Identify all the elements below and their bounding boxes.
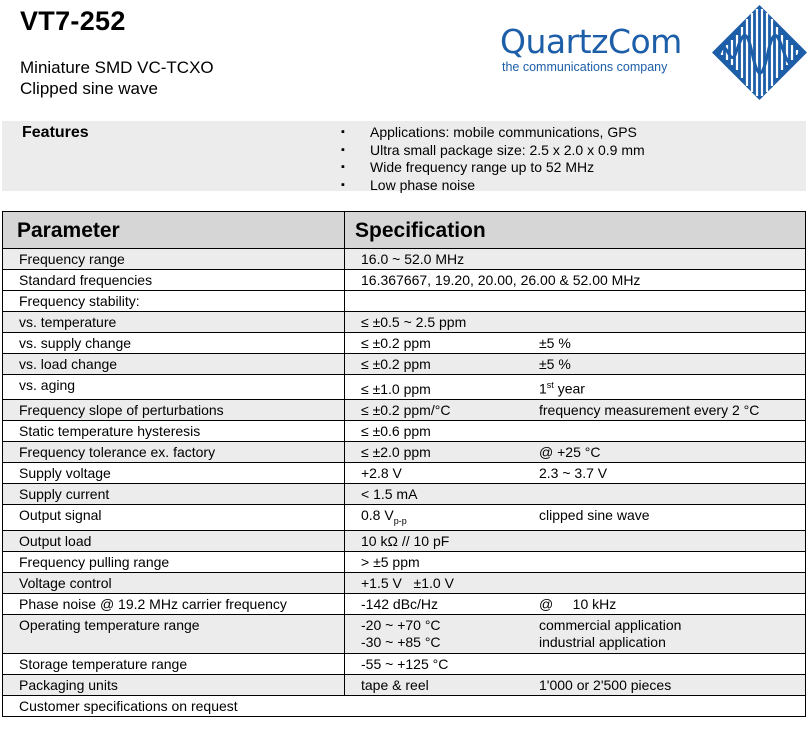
table-row: Standard frequencies 16.367667, 19.20, 20.00, 26.00 & 52.00 MHz — [3, 270, 806, 291]
table-row: Packaging units tape & reel 1'000 or 2'500 pieces — [3, 675, 806, 696]
subtitle-line-1: Miniature SMD VC-TCXO — [20, 58, 214, 77]
table-row: Storage temperature range -55 ~ +125 °C — [3, 654, 806, 675]
table-row: Supply current < 1.5 mA — [3, 483, 806, 504]
bullet-icon: ▪ — [341, 143, 345, 156]
product-title: VT7-252 — [20, 6, 126, 36]
table-row: Supply voltage +2.8 V 2.3 ~ 3.7 V — [3, 462, 806, 483]
logo-name: QuartzCom — [500, 22, 682, 61]
feature-item: ▪ Low phase noise — [341, 176, 476, 193]
table-row: Output signal 0.8 $V_{p-p}$ clipped sine wave — [3, 504, 806, 531]
table-row: Voltage control +1.5 V ±1.0 V — [3, 573, 806, 594]
table-row: vs. load change ≤ ±0.2 ppm ±5 % — [3, 354, 806, 375]
table-row: Customer specifications on request — [3, 696, 806, 717]
bullet-icon: ▪ — [341, 161, 345, 173]
specification-table — [2, 211, 806, 717]
table-row: Frequency range 16.0 ~ 52.0 MHz — [3, 249, 806, 270]
table-row: Frequency pulling range > ±5 ppm — [3, 552, 806, 573]
table-row: Frequency tolerance ex. factory ≤ ±2.0 ppm @ +25 °C — [3, 441, 806, 462]
parameter-header: Parameter — [3, 212, 345, 249]
feature-item: ▪ Applications: mobile communications, GPS — [341, 124, 637, 140]
product-subtitle — [20, 57, 214, 99]
table-header-row — [3, 212, 806, 249]
table-row: Frequency stability: — [3, 291, 806, 312]
bullet-icon: ▪ — [341, 126, 345, 138]
table-row: Frequency slope of perturbations ≤ ±0.2 ppm/°C frequency measurement every 2 °C — [3, 399, 806, 420]
bullet-icon: ▪ — [341, 178, 345, 191]
features-section — [2, 121, 806, 191]
feature-item: ▪ Ultra small package size: 2.5 x 2.0 x 0.9 mm — [341, 141, 645, 158]
table-row: vs. temperature ≤ ±0.5 ~ 2.5 ppm — [3, 312, 806, 333]
logo-waveform-icon — [712, 5, 807, 100]
specification-header: Specification — [345, 212, 806, 249]
feature-item: ▪ Wide frequency range up to 52 MHz — [341, 159, 595, 175]
features-list — [341, 124, 645, 194]
company-logo — [497, 5, 807, 100]
table-row: Operating temperature range -20 ~ +70 °C commercial application -30 ~ +85 °C industrial application — [3, 615, 806, 654]
table-row: Phase noise @ 19.2 MHz carrier frequency -142 dBc/Hz @ 10 kHz — [3, 594, 806, 615]
features-label: Features — [22, 124, 89, 141]
logo-tagline: the communications company — [502, 60, 668, 74]
subtitle-line-2: Clipped sine wave — [20, 79, 158, 98]
table-row: Output load 10 kΩ // 10 pF — [3, 531, 806, 552]
table-row: vs. supply change ≤ ±0.2 ppm ±5 % — [3, 333, 806, 354]
table-row: Static temperature hysteresis ≤ ±0.6 ppm — [3, 420, 806, 441]
table-row: vs. aging ≤ ±1.0 ppm 1st year — [3, 375, 806, 400]
